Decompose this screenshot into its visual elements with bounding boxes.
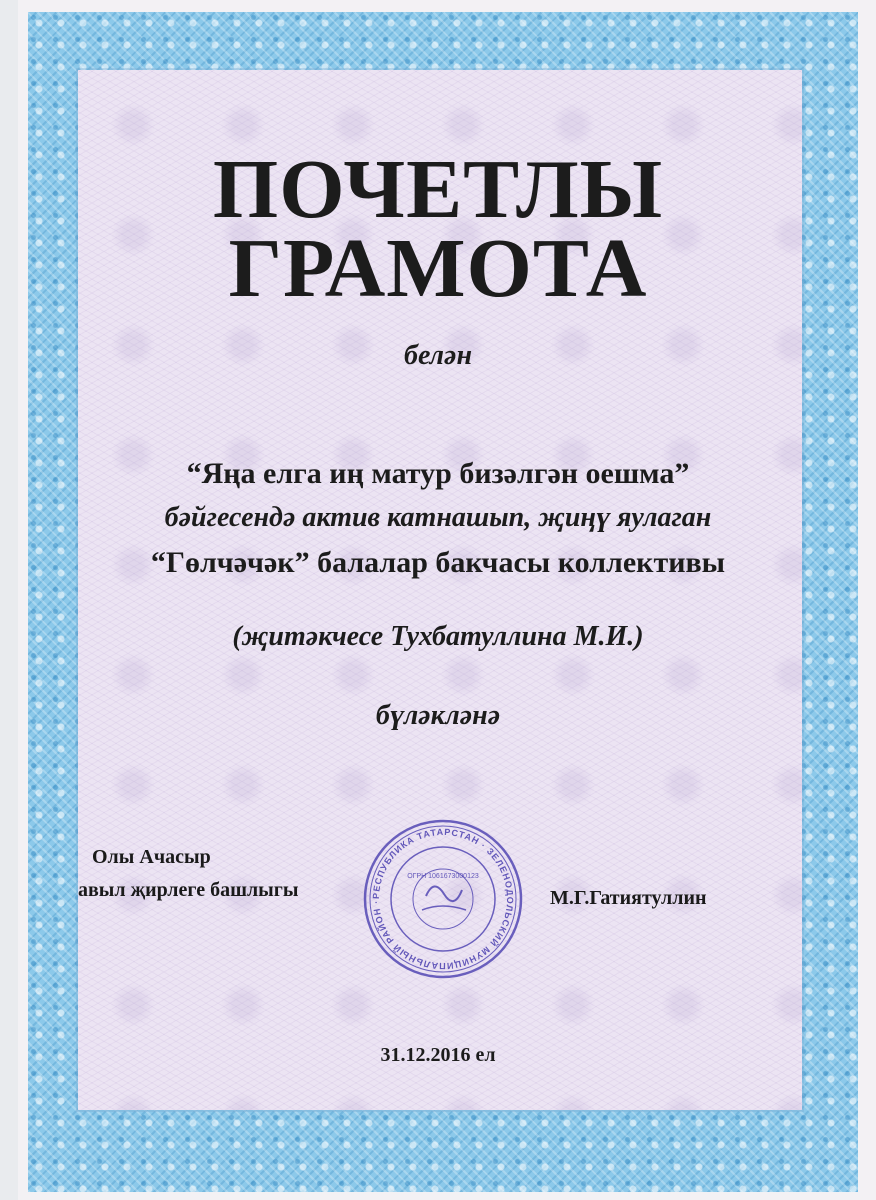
official-stamp [362,818,524,980]
awarded-word: бүләкләнә [375,700,501,731]
stamp-outer-text: РЕСПУБЛИКА ТАТАРСТАН · ЗЕЛЕНОДОЛЬСКИЙ МУНИЦИПАЛЬНЫЙ РАЙОН · [370,826,516,972]
title-line-1: ПОЧЕТЛЫ [212,143,664,236]
signatory-title-line-2: авыл җирлеге башлыгы [78,879,299,901]
with-word: белән [403,340,473,371]
title-line-2: ГРАМОТА [228,222,648,315]
stamp-inner-text: ОГРН 1061673000123 [407,873,479,880]
signatory-name: М.Г.Гатиятуллин [550,887,707,909]
issue-date: 31.12.2016 ел [380,1044,496,1066]
body-line-2: бәйгесендә актив катнашып, җиңү яулаган [164,502,712,533]
svg-text:РЕСПУБЛИКА ТАТАРСТАН · ЗЕЛЕНОД [362,818,515,971]
signatory-title-line-1: Олы Ачасыр [92,846,211,868]
leader-line: (җитәкчесе Тухбатуллина М.И.) [232,621,644,652]
body-line-3: “Гөлчәчәк” балалар бакчасы коллективы [150,546,726,579]
body-line-1: “Яңа елга иң матур бизәлгән оешма” [186,457,690,490]
